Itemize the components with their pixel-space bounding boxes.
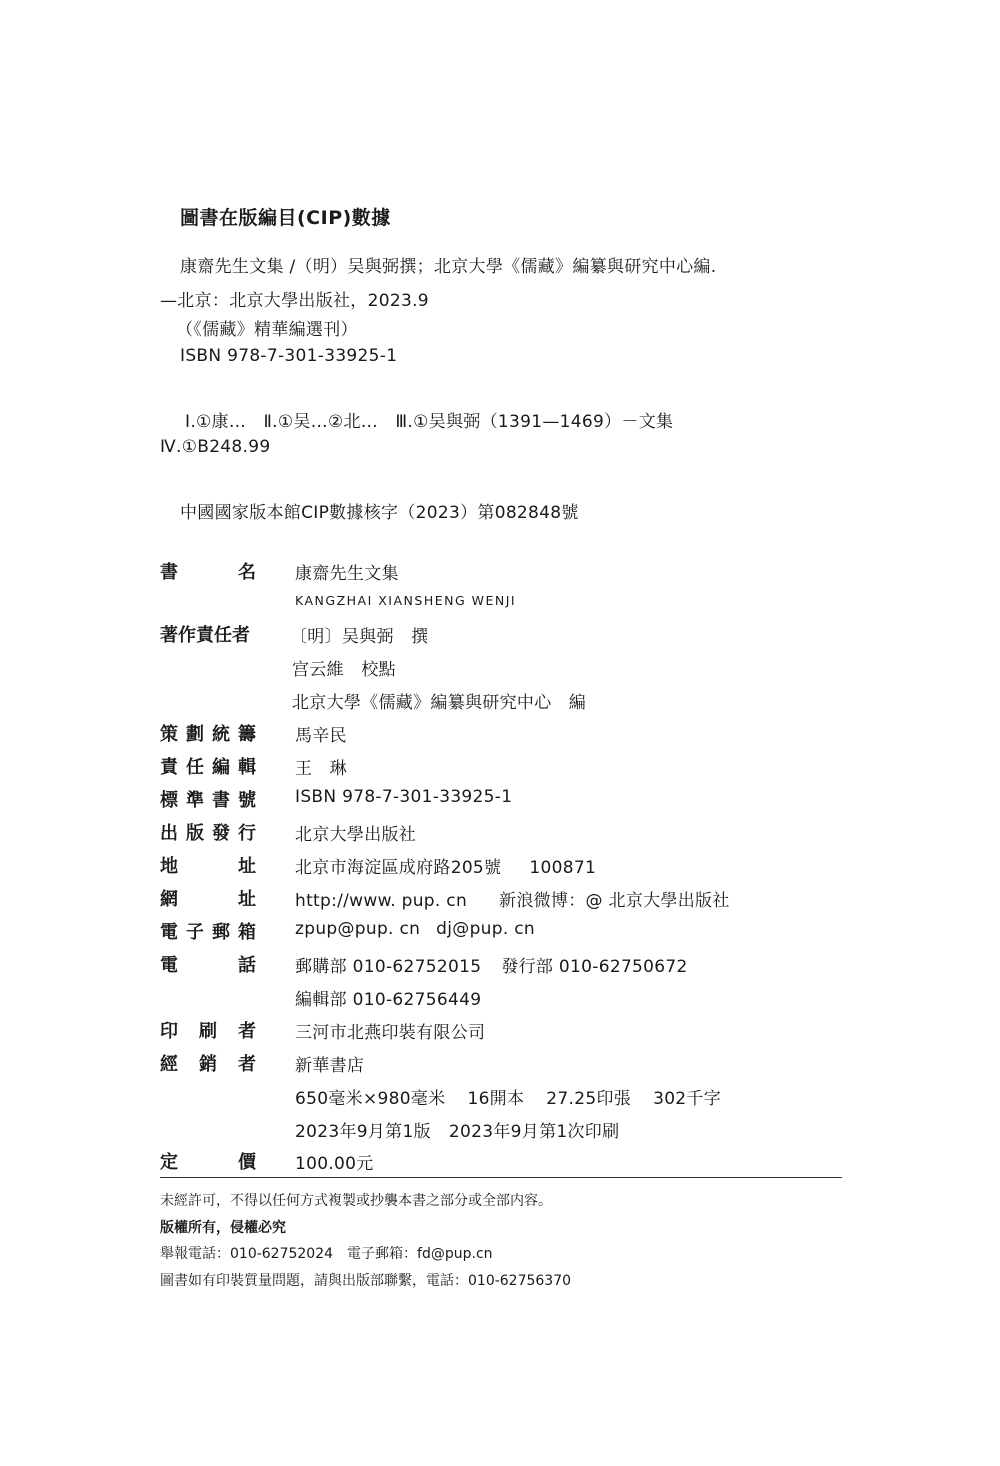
- format-words: 302千字: [653, 1089, 722, 1109]
- cip-classification-line-1: Ⅰ.①康… Ⅱ.①吴…②北… Ⅲ.①吴與弼（1391—1469）－文集: [185, 412, 674, 432]
- cip-series-line: （《儒藏》精華編選刊）: [176, 320, 358, 340]
- responsibility-collator: 宫云維 校點: [292, 660, 396, 680]
- format-row: [295, 1084, 721, 1109]
- cip-isbn-line: ISBN 978-7-301-33925-1: [180, 346, 398, 366]
- planning-value: 馬辛民: [295, 726, 347, 746]
- title-label: 書 名: [160, 562, 256, 583]
- website-label: 網 址: [160, 889, 256, 910]
- editor-label: 責 任 編 輯: [160, 757, 256, 778]
- cip-title: 圖書在版編目(CIP)數據: [180, 207, 391, 229]
- divider: [160, 1177, 842, 1178]
- printer-value: 三河市北燕印裝有限公司: [295, 1023, 486, 1043]
- publisher-value: 北京大學出版社: [295, 825, 417, 845]
- title-pinyin: KANGZHAI XIANSHENG WENJI: [295, 593, 517, 608]
- printing: 2023年9月第1次印刷: [448, 1122, 620, 1142]
- phone-row: [295, 952, 688, 977]
- title-value: 康齋先生文集: [295, 564, 399, 584]
- website-link[interactable]: http://www. pup. cn: [295, 891, 468, 911]
- phone-label: 電 話: [160, 955, 256, 976]
- publisher-label: 出 版 發 行: [160, 823, 256, 844]
- report-contact: 舉報電話：010-62752024 電子郵箱：fd@pup.cn: [160, 1246, 493, 1262]
- printer-label: 印 刷 者: [160, 1021, 256, 1042]
- isbn-value: ISBN 978-7-301-33925-1: [295, 787, 513, 807]
- distributor-value: 新華書店: [295, 1056, 365, 1076]
- distributor-label: 經 銷 者: [160, 1054, 256, 1075]
- phone-editorial: 編輯部 010-62756449: [295, 990, 482, 1010]
- weibo-account: 新浪微博：@ 北京大學出版社: [499, 891, 730, 911]
- address-label: 地 址: [160, 856, 256, 877]
- price-label: 定 價: [160, 1152, 256, 1173]
- edition-row: [295, 1117, 619, 1142]
- price-value: 100.00元: [295, 1154, 374, 1174]
- copyright-warning: 未經許可，不得以任何方式複製或抄襲本書之部分或全部内容。: [160, 1193, 552, 1209]
- cip-publisher-line: —北京：北京大學出版社，2023.9: [160, 291, 429, 311]
- website-row: [295, 886, 730, 911]
- email-dj[interactable]: dj@pup. cn: [436, 919, 535, 939]
- rights-reserved: 版權所有，侵權必究: [160, 1220, 286, 1236]
- edition: 2023年9月第1版: [295, 1122, 431, 1142]
- responsibility-label: 著作責任者: [160, 625, 250, 646]
- email-row: [295, 919, 535, 939]
- planning-label: 策 劃 統 籌: [160, 724, 256, 745]
- phone-mail-order: 郵購部 010-62752015: [295, 957, 482, 977]
- email-zpup[interactable]: zpup@pup. cn: [295, 919, 421, 939]
- responsibility-author: 〔明〕吴與弼 撰: [290, 627, 429, 647]
- email-label: 電 子 郵 箱: [160, 922, 256, 943]
- editor-value: 王 琳: [295, 759, 347, 779]
- responsibility-editor: 北京大學《儒藏》編纂與研究中心 編: [292, 693, 587, 713]
- format-size: 650毫米×980毫米: [295, 1089, 446, 1109]
- cip-core-number: 中國國家版本館CIP數據核字（2023）第082848號: [180, 503, 579, 523]
- address-street: 北京市海淀區成府路205號: [295, 858, 502, 878]
- cip-classification-line-2: Ⅳ.①B248.99: [160, 437, 271, 457]
- format-sheets: 27.25印張: [546, 1089, 632, 1109]
- isbn-label: 標 準 書 號: [160, 790, 256, 811]
- quality-contact: 圖書如有印裝質量問題，請與出版部聯繫，電話：010-62756370: [160, 1273, 572, 1289]
- address-value: [295, 853, 596, 878]
- cip-title-line: 康齋先生文集 /（明）吴與弼撰；北京大學《儒藏》編纂與研究中心編.: [180, 257, 717, 277]
- format-folio: 16開本: [467, 1089, 525, 1109]
- address-postcode: 100871: [529, 858, 597, 878]
- phone-distribution: 發行部 010-62750672: [501, 957, 688, 977]
